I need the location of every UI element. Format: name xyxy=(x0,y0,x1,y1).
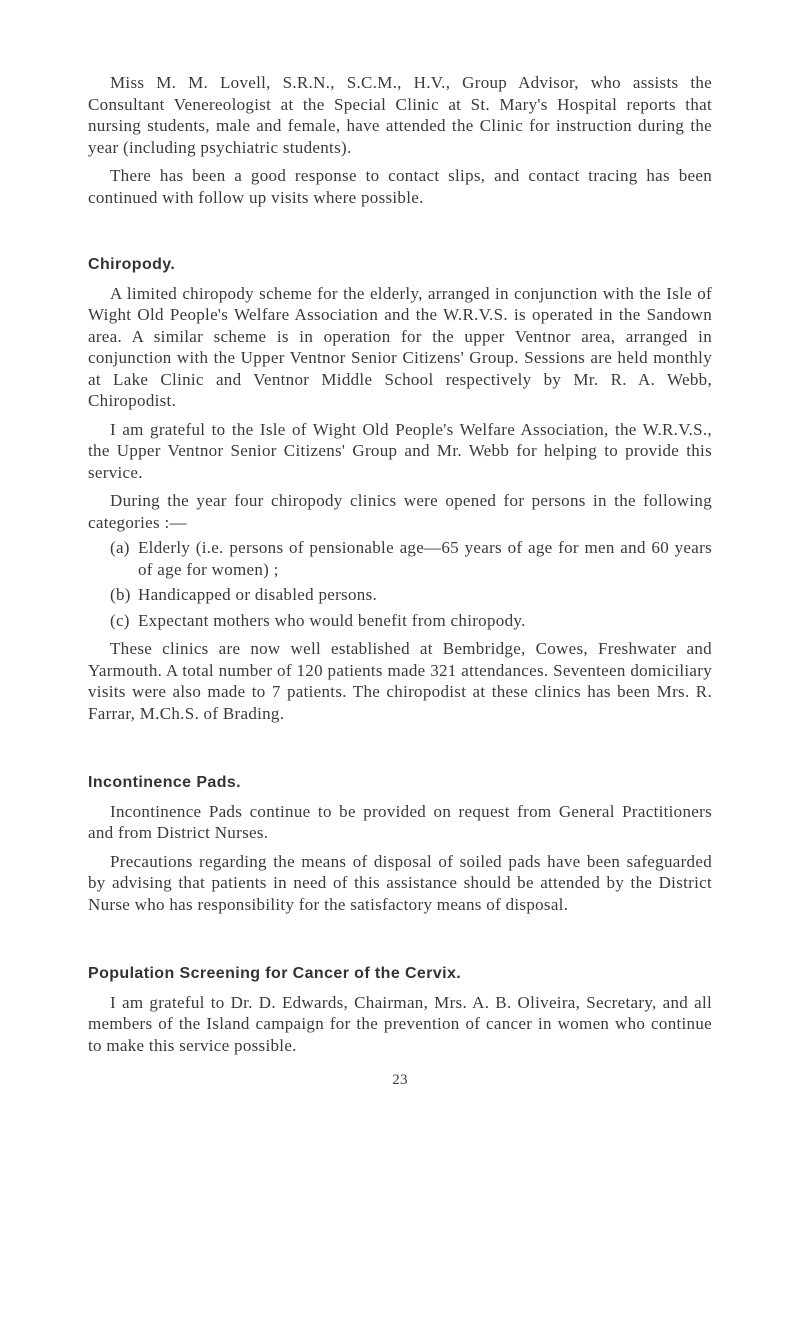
list-item-label: (b) xyxy=(110,585,131,604)
list-item-text: Expectant mothers who would benefit from chiropody. xyxy=(138,610,526,630)
incontinence-paragraph-1: Incontinence Pads continue to be provided on request from General Practitioners and from District Nurses. xyxy=(88,801,712,842)
screening-paragraph-1: I am grateful to Dr. D. Edwards, Chairman, Mrs. A. B. Oliveira, Secretary, and all members of the Island campaign for the prevention of cancer in women who continue to make this service possible. xyxy=(88,992,712,1055)
list-item xyxy=(88,584,712,606)
list-item xyxy=(88,610,712,632)
list-item-text: Handicapped or disabled persons. xyxy=(138,585,378,604)
screening-section xyxy=(88,963,712,1056)
chiropody-paragraph-3: During the year four chiropody clinics were opened for persons in the following categories :— xyxy=(88,491,712,532)
chiropody-section xyxy=(88,254,712,724)
intro-paragraph-1: Miss M. M. Lovell, S.R.N., S.C.M., H.V., Group Advisor, who assists the Consultant Venereologist at the Special Clinic at St. Mary's Hospital reports that nursing students, male and female, have attended the Clinic for instruction during the year (including psychiatric students). xyxy=(88,73,712,157)
screening-heading: Population Screening for Cancer of the Cervix. xyxy=(88,965,462,982)
chiropody-paragraph-2: I am grateful to the Isle of Wight Old People's Welfare Association, the W.R.V.S., the Upper Ventnor Senior Citizens' Group and Mr. Webb for helping to provide this service. xyxy=(88,419,712,482)
incontinence-heading: Incontinence Pads. xyxy=(88,774,242,791)
incontinence-section xyxy=(88,772,712,915)
list-item-label: (c) xyxy=(110,610,130,630)
list-item-text: Elderly (i.e. persons of pensionable age—65 years of age for men and 60 years of age for women) ; xyxy=(138,538,712,579)
page-number: 23 xyxy=(392,1072,408,1088)
intro-section xyxy=(88,72,712,208)
chiropody-heading: Chiropody. xyxy=(88,256,176,273)
list-item xyxy=(88,537,712,580)
chiropody-paragraph-4: These clinics are now well established at Bembridge, Cowes, Freshwater and Yarmouth. A total number of 120 patients made 321 attendances. Seventeen domiciliary visits were also made to 7 patients. The chiropodist at these clinics has been Mrs. R. Farrar, M.Ch.S. of Brading. xyxy=(88,639,712,723)
document-page xyxy=(88,72,712,1092)
incontinence-paragraph-2: Precautions regarding the means of disposal of soiled pads have been safeguarded by advising that patients in need of this assistance should be attended by the District Nurse who has responsibility for the satisfactory means of disposal. xyxy=(88,851,712,914)
list-item-label: (a) xyxy=(110,538,130,557)
intro-paragraph-2: There has been a good response to contact slips, and contact tracing has been continued with follow up visits where possible. xyxy=(88,166,712,207)
chiropody-paragraph-1: A limited chiropody scheme for the elderly, arranged in conjunction with the Isle of Wight Old People's Welfare Association and the W.R.V.S. is operated in the Sandown area. A similar scheme is in operation for the upper Ventnor area, arranged in conjunction with the Upper Ventnor Senior Citizens' Group. Sessions are held monthly at Lake Clinic and Ventnor Middle School respectively by Mr. R. A. Webb, Chiropodist. xyxy=(88,283,712,410)
